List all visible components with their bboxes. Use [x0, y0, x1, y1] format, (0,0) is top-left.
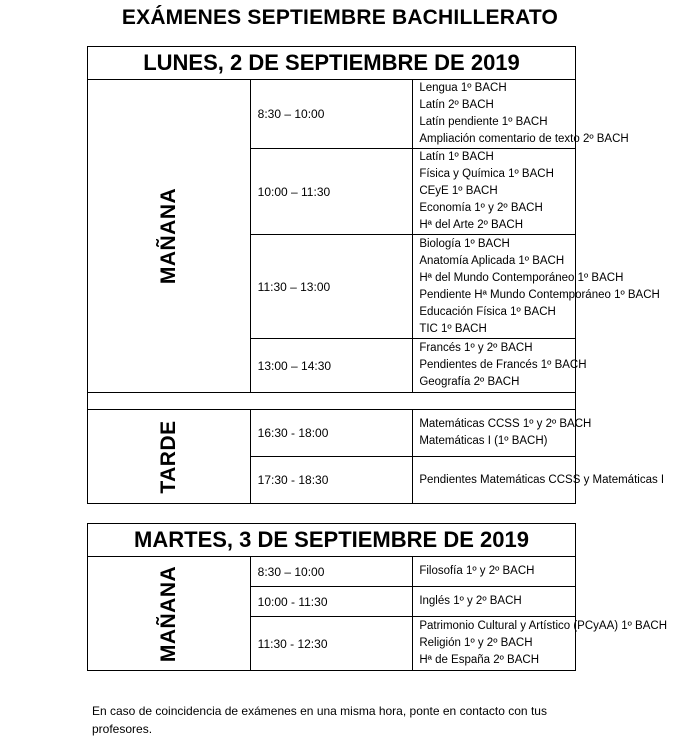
subject: Geografía 2º BACH — [419, 376, 520, 388]
subject: Pendiente Hª Mundo Contemporáneo 1º BACH — [419, 288, 660, 301]
subjects-cell — [413, 339, 587, 393]
subject: Pendientes Matemáticas CCSS y Matemáticas I — [419, 473, 665, 486]
time-cell: 8:30 – 10:00 — [250, 80, 413, 149]
subject: Latín pendiente 1º BACH — [419, 116, 548, 128]
time-cell: 11:30 – 13:00 — [250, 235, 413, 339]
subjects-cell — [413, 617, 668, 671]
subject: TIC 1º BACH — [419, 322, 487, 335]
subject: Educación Física 1º BACH — [419, 305, 556, 318]
subject: Hª del Arte 2º BACH — [419, 219, 524, 231]
subject: Ampliación comentario de texto 2º BACH — [419, 133, 629, 145]
subject: Latín 1º BACH — [419, 151, 494, 163]
day2-heading: MARTES, 3 DE SEPTIEMBRE DE 2019 — [88, 524, 576, 557]
subjects-cell — [413, 410, 592, 457]
page-title: EXÁMENES SEPTIEMBRE BACHILLERATO — [121, 6, 559, 29]
subject: Hª del Mundo Contemporáneo 1º BACH — [419, 271, 624, 284]
subject: Inglés 1º y 2º BACH — [419, 595, 522, 607]
subjects-cell — [413, 235, 660, 339]
period-morning-cell — [88, 557, 251, 671]
subject: Francés 1º y 2º BACH — [419, 342, 533, 354]
subject: Economía 1º y 2º BACH — [419, 202, 543, 214]
subject: Latín 2º BACH — [419, 99, 494, 111]
time-cell: 11:30 - 12:30 — [250, 617, 413, 671]
subject: Física y Química 1º BACH — [419, 168, 554, 180]
subjects-cell — [413, 587, 576, 617]
subject: CEyE 1º BACH — [419, 185, 498, 197]
subject: Pendientes de Francés 1º BACH — [419, 359, 587, 371]
subjects-cell — [413, 149, 576, 235]
subject: Matemáticas I (1º BACH) — [419, 435, 548, 447]
period-morning-cell — [88, 80, 251, 393]
day2-schedule-table — [87, 523, 668, 671]
subject: Religión 1º y 2º BACH — [419, 637, 533, 649]
subject: Matemáticas CCSS 1º y 2º BACH — [419, 418, 592, 430]
time-cell: 10:00 - 11:30 — [250, 587, 413, 617]
subject: Biología 1º BACH — [419, 237, 510, 250]
subject: Hª de España 2º BACH — [419, 654, 539, 666]
spacer-cell — [88, 393, 576, 410]
table-row — [88, 557, 576, 587]
time-cell: 16:30 - 18:00 — [250, 410, 413, 457]
footer-note: En caso de coincidencia de exámenes en una misma hora, ponte en contacto con tus profesores. — [92, 704, 547, 736]
day1-heading: LUNES, 2 DE SEPTIEMBRE DE 2019 — [88, 47, 576, 80]
subjects-cell — [413, 457, 665, 504]
subjects-cell — [413, 557, 576, 587]
subject: Patrimonio Cultural y Artístico (PCyAA) 1º BACH — [419, 620, 668, 632]
time-cell: 8:30 – 10:00 — [250, 557, 413, 587]
period-afternoon-label: TARDE — [156, 419, 180, 494]
subjects-cell — [413, 80, 629, 149]
subject: Filosofía 1º y 2º BACH — [419, 565, 535, 577]
spacer-row — [88, 393, 576, 410]
time-cell: 17:30 - 18:30 — [250, 457, 413, 504]
period-afternoon-cell — [88, 410, 251, 504]
period-morning-label: MAÑANA — [156, 565, 180, 662]
table-row — [88, 410, 576, 457]
time-cell: 13:00 – 14:30 — [250, 339, 413, 393]
subject: Anatomía Aplicada 1º BACH — [419, 254, 565, 267]
period-morning-label: MAÑANA — [156, 187, 180, 285]
time-cell: 10:00 – 11:30 — [250, 149, 413, 235]
subject: Lengua 1º BACH — [419, 82, 507, 94]
table-row — [88, 80, 576, 149]
day1-schedule-table — [87, 46, 665, 504]
